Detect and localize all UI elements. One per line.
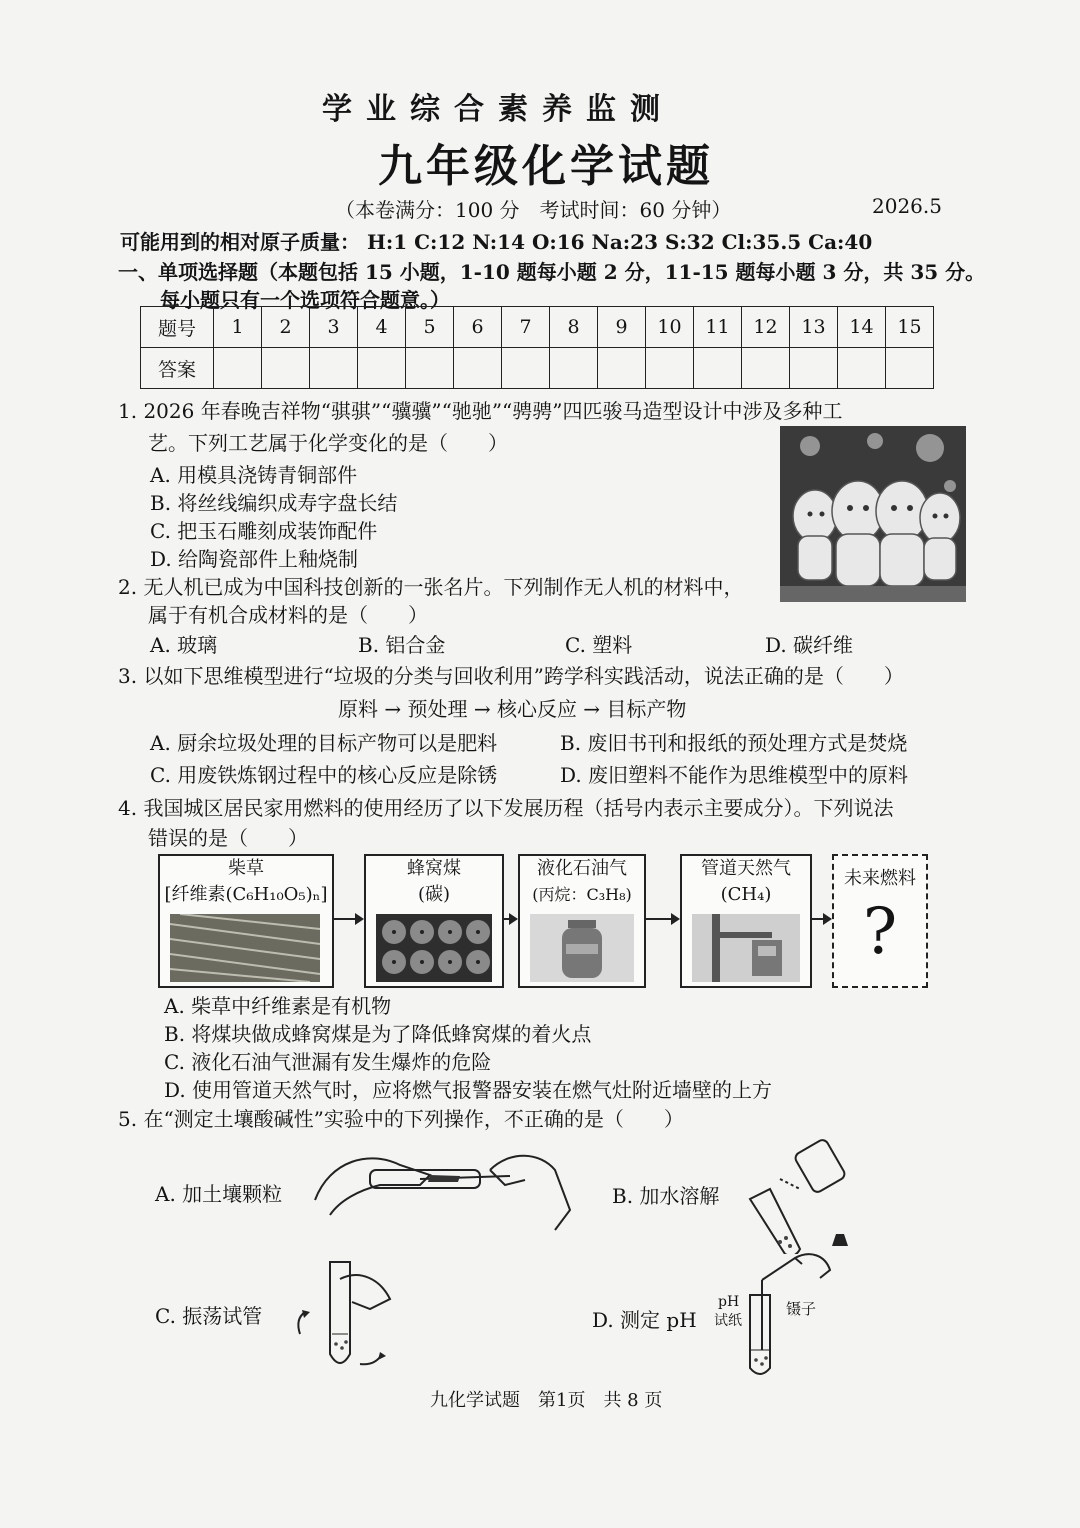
- flow-arrow: [644, 918, 678, 920]
- q1-option-a: A. 用模具浇铸青铜部件: [150, 463, 358, 487]
- table-num: 3: [310, 307, 358, 348]
- q1-option-b: B. 将丝线编织成寿字盘长结: [150, 491, 398, 515]
- answer-cell[interactable]: [406, 348, 454, 389]
- fuel-box-honeycomb-coal: [364, 854, 504, 988]
- answer-cell[interactable]: [358, 348, 406, 389]
- q3-option-b: B. 废旧书刊和报纸的预处理方式是焚烧: [560, 731, 908, 755]
- q2-stem-cont: 属于有机合成材料的是（ ）: [148, 603, 428, 627]
- firewood-photo: [170, 914, 320, 982]
- add-soil-illustration: [310, 1140, 580, 1236]
- q3-option-d: D. 废旧塑料不能作为思维模型中的原料: [560, 763, 909, 787]
- answer-table-answer-row: [141, 348, 934, 389]
- test-paper-label: 试纸: [714, 1313, 742, 1329]
- gas-cylinder-photo: [530, 914, 634, 982]
- q4-option-b: B. 将煤块做成蜂窝煤是为了降低蜂窝煤的着火点: [164, 1022, 592, 1046]
- answer-cell[interactable]: [886, 348, 934, 389]
- answer-cell[interactable]: [694, 348, 742, 389]
- table-num: 8: [550, 307, 598, 348]
- answer-cell[interactable]: [742, 348, 790, 389]
- exam-main-title: 九年级化学试题: [378, 141, 714, 192]
- answer-cell[interactable]: [214, 348, 262, 389]
- q5-stem: 5. 在“测定土壤酸碱性”实验中的下列操作，不正确的是（ ）: [118, 1107, 684, 1131]
- table-num: 4: [358, 307, 406, 348]
- answer-cell[interactable]: [550, 348, 598, 389]
- answer-cell[interactable]: [502, 348, 550, 389]
- q2-option-d: D. 碳纤维: [765, 633, 854, 657]
- q5-option-d: D. 测定 pH: [592, 1308, 697, 1332]
- q1-stem-cont: 艺。下列工艺属于化学变化的是（ ）: [148, 431, 508, 455]
- answer-cell[interactable]: [454, 348, 502, 389]
- table-num: 10: [646, 307, 694, 348]
- table-num: 6: [454, 307, 502, 348]
- q4-option-c: C. 液化石油气泄漏有发生爆炸的危险: [164, 1050, 492, 1074]
- answer-table: [140, 306, 934, 389]
- q3-stem: 3. 以如下思维模型进行“垃圾的分类与回收利用”跨学科实践活动，说法正确的是（ ）: [118, 664, 904, 688]
- page-footer: 九化学试题 第1页 共 8 页: [430, 1390, 663, 1411]
- q1-option-d: D. 给陶瓷部件上釉烧制: [150, 547, 359, 571]
- fuel-box-lpg: [518, 854, 646, 988]
- flow-arrow: [332, 918, 362, 920]
- table-num: 5: [406, 307, 454, 348]
- add-water-illustration: [740, 1134, 860, 1254]
- fuel-name: 未来燃料: [844, 868, 916, 889]
- gas-pipe-photo: [692, 914, 800, 982]
- exam-header-title: 学业综合素养监测: [322, 92, 674, 127]
- table-num: 7: [502, 307, 550, 348]
- q5-option-a: A. 加土壤颗粒: [155, 1182, 283, 1206]
- q5-option-b: B. 加水溶解: [612, 1184, 720, 1208]
- fuel-box-future: [832, 854, 928, 988]
- q3-option-a: A. 厨余垃圾处理的目标产物可以是肥料: [150, 731, 498, 755]
- q4-stem: 4. 我国城区居民家用燃料的使用经历了以下发展历程（括号内表示主要成分）。下列说法: [118, 796, 894, 820]
- table-num: 14: [838, 307, 886, 348]
- question-mark: ?: [862, 895, 898, 969]
- q2-option-a: A. 玻璃: [150, 633, 218, 657]
- table-num: 15: [886, 307, 934, 348]
- atomic-mass-line: 可能用到的相对原子质量： H:1 C:12 N:14 O:16 Na:23 S:32 Cl:35.5 Ca:40: [120, 230, 873, 254]
- honeycomb-coal-photo: [376, 914, 492, 982]
- measure-ph-illustration: [740, 1250, 840, 1380]
- q3-thinking-model: 原料 → 预处理 → 核心反应 → 目标产物: [338, 697, 687, 721]
- exam-date: 2026.5: [872, 194, 942, 218]
- answer-cell[interactable]: [646, 348, 694, 389]
- fuel-name: 蜂窝煤: [407, 858, 461, 879]
- fuel-component: (CH₄): [720, 884, 772, 905]
- q2-option-c: C. 塑料: [565, 633, 633, 657]
- q4-stem-cont: 错误的是（ ）: [148, 826, 308, 850]
- answer-cell[interactable]: [262, 348, 310, 389]
- exam-info: （本卷满分：100 分 考试时间：60 分钟）: [335, 198, 732, 222]
- fuel-box-firewood: [158, 854, 334, 988]
- fuel-box-natural-gas: [680, 854, 812, 988]
- table-num: 13: [790, 307, 838, 348]
- table-label-answer: 答案: [141, 348, 214, 389]
- flow-arrow: [502, 918, 516, 920]
- section-title-cont: 每小题只有一个选项符合题意。）: [160, 288, 450, 312]
- q3-option-c: C. 用废铁炼钢过程中的核心反应是除锈: [150, 763, 498, 787]
- q2-option-b: B. 铝合金: [358, 633, 446, 657]
- table-num: 2: [262, 307, 310, 348]
- fuel-component: [纤维素(C₆H₁₀O₅)ₙ]: [164, 884, 328, 905]
- fuel-component: (丙烷：C₃H₈): [532, 885, 632, 904]
- ph-label: pH: [718, 1294, 740, 1310]
- fuel-name: 管道天然气: [701, 858, 791, 879]
- q1-option-c: C. 把玉石雕刻成装饰配件: [150, 519, 378, 543]
- table-num: 9: [598, 307, 646, 348]
- answer-table-number-row: [141, 307, 934, 348]
- fuel-name: 柴草: [228, 858, 264, 879]
- answer-cell[interactable]: [838, 348, 886, 389]
- table-num: 11: [694, 307, 742, 348]
- table-label-number: 题号: [141, 307, 214, 348]
- answer-cell[interactable]: [310, 348, 358, 389]
- fuel-component: (碳): [417, 884, 451, 905]
- mascot-horses-image: [780, 426, 966, 602]
- fuel-name: 液化石油气: [537, 858, 627, 879]
- flow-arrow: [810, 918, 830, 920]
- q2-stem: 2. 无人机已成为中国科技创新的一张名片。下列制作无人机的材料中，: [118, 575, 744, 599]
- tweezers-label: 镊子: [786, 1300, 817, 1318]
- answer-cell[interactable]: [790, 348, 838, 389]
- table-num: 12: [742, 307, 790, 348]
- answer-cell[interactable]: [598, 348, 646, 389]
- q4-option-a: A. 柴草中纤维素是有机物: [164, 994, 392, 1018]
- table-num: 1: [214, 307, 262, 348]
- q4-option-d: D. 使用管道天然气时，应将燃气报警器安装在燃气灶附近墙壁的上方: [164, 1078, 773, 1102]
- q1-stem: 1. 2026 年春晚吉祥物“骐骐”“骥骥”“驰驰”“骋骋”四匹骏马造型设计中涉及多种工: [118, 399, 843, 423]
- q5-option-c: C. 振荡试管: [155, 1304, 263, 1328]
- section-title: 一、单项选择题（本题包括 15 小题，1-10 题每小题 2 分，11-15 题每小题 3 分，共 35 分。: [118, 260, 986, 284]
- shake-tube-illustration: [290, 1254, 400, 1376]
